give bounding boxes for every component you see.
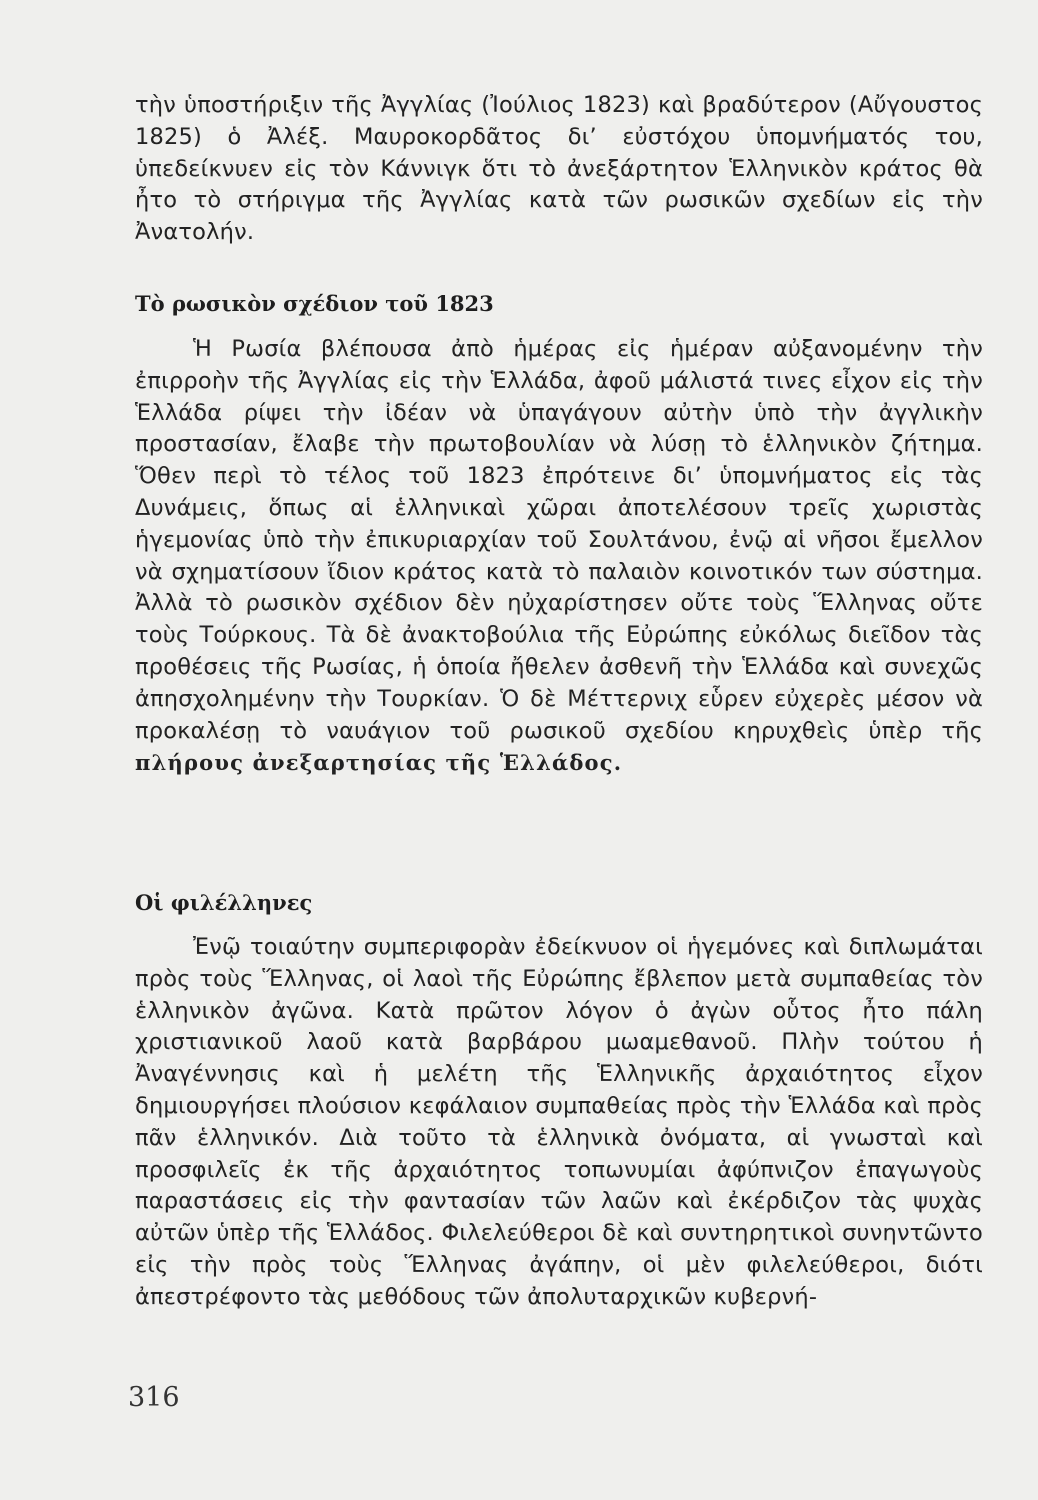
paragraph-intro-block [135,90,983,249]
emphasis-full-independence: πλήρους ἀνεξαρτησίας τῆς Ἑλλάδος. [135,750,623,776]
section-heading-russian-plan: Τὸ ρωσικὸν σχέδιον τοῦ 1823 [135,291,494,316]
page-number: 316 [128,1382,180,1413]
paragraph-russian-plan-block [135,334,983,780]
paragraph-philhellenes: Ἐνῷ τοιαύτην συμπεριφορὰν ἐδείκνυον οἱ ἡγεμόνες καὶ διπλωμάται πρὸς τοὺς Ἕλληνας, οἱ λαοὶ τῆς Εὐρώπης ἔβλεπον μετὰ συμπαθείας τὸν ἑλληνικὸν ἀγῶνα. Κατὰ πρῶτον λόγον ὁ ἀγὼν οὗτος ἦτο πάλη χριστιανικοῦ λαοῦ κατὰ βαρβάρου μωαμεθανοῦ. Πλὴν τούτου ἡ Ἀναγέννησις καὶ ἡ μελέτη τῆς Ἑλληνικῆς ἀρχαιότητος εἶχον δημιουργήσει πλούσιον κεφάλαιον συμπαθείας πρὸς τὴν Ἑλλάδα καὶ πρὸς πᾶν ἑλληνικόν. Διὰ τοῦτο τὰ ἑλληνικὰ ὀνόματα, αἱ γνωσταὶ καὶ προσφιλεῖς ἐκ τῆς ἀρχαιότητος τοπωνυμίαι ἀφύπνιζον ἐπαγωγοὺς παραστάσεις εἰς τὴν φαντασίαν τῶν λαῶν καὶ ἐκέρδιζον τὰς ψυχὰς αὐτῶν ὑπὲρ τῆς Ἑλλάδος. Φιλελεύθεροι δὲ καὶ συντηρητικοὶ συνηντῶντο εἰς τὴν πρὸς τοὺς Ἕλληνας ἀγάπην, οἱ μὲν φιλελεύθεροι, διότι ἀπεστρέφοντο τὰς μεθόδους τῶν ἀπολυταρχικῶν κυβερνή- [135,934,983,1310]
section-heading-philhellenes: Οἱ φιλέλληνες [135,890,313,915]
paragraph-russian-plan-text: Ἡ Ρωσία βλέπουσα ἀπὸ ἡμέρας εἰς ἡμέραν αὐξανομένην τὴν ἐπιρροὴν τῆς Ἀγγλίας εἰς τὴν Ἑλλάδα, ἀφοῦ μάλιστά τινες εἶχον εἰς τὴν Ἑλλάδα ρίψει τὴν ἰδέαν νὰ ὑπαγάγουν αὐτὴν ὑπὸ τὴν ἀγγλικὴν προστασίαν, ἔλαβε τὴν πρωτοβουλίαν νὰ λύσῃ τὸ ἑλληνικὸν ζήτημα. Ὅθεν περὶ τὸ τέλος τοῦ 1823 ἐπρότεινε δι’ ὑπομνήματος εἰς τὰς Δυνάμεις, ὅπως αἱ ἑλληνικαὶ χῶραι ἀποτελέσουν τρεῖς χωριστὰς ἡγεμονίας ὑπὸ τὴν ἐπικυριαρχίαν τοῦ Σουλτάνου, ἐνῷ αἱ νῆσοι ἔμελλον νὰ σχηματίσουν ἴδιον κράτος κατὰ τὸ παλαιὸν κοινοτικόν των σύστημα. Ἀλλὰ τὸ ρωσικὸν σχέδιον δὲν ηὐχαρίστησεν οὔτε τοὺς Ἕλληνας οὔτε τοὺς Τούρκους. Τὰ δὲ ἀνακτοβούλια τῆς Εὐρώπης εὐκόλως διεῖδον τὰς προθέσεις τῆς Ρωσίας, ἡ ὁποία ἤθελεν ἀσθενῆ τὴν Ἑλλάδα καὶ συνεχῶς ἀπησχολημένην τὴν Τουρκίαν. Ὁ δὲ Μέττερνιχ εὗρεν εὐχερὲς μέσον νὰ προκαλέσῃ τὸ ναυάγιον τοῦ ρωσικοῦ σχεδίου κηρυχθεὶς ὑπὲρ τῆς [135,336,983,744]
paragraph-philhellenes-block [135,932,983,1314]
paragraph-russian-plan [135,334,983,780]
paragraph-intro: τὴν ὑποστήριξιν τῆς Ἀγγλίας (Ἰούλιος 1823) καὶ βραδύτερον (Αὔγουστος 1825) ὁ Ἀλέξ. Μαυροκορδᾶτος δι’ εὐστόχου ὑπομνήματός του, ὑπεδείκνυεν εἰς τὸν Κάννιγκ ὅτι τὸ ἀνεξάρτητον Ἑλληνικὸν κράτος θὰ ἦτο τὸ στήριγμα τῆς Ἀγγλίας κατὰ τῶν ρωσικῶν σχεδίων εἰς τὴν Ἀνατολήν. [135,92,983,246]
